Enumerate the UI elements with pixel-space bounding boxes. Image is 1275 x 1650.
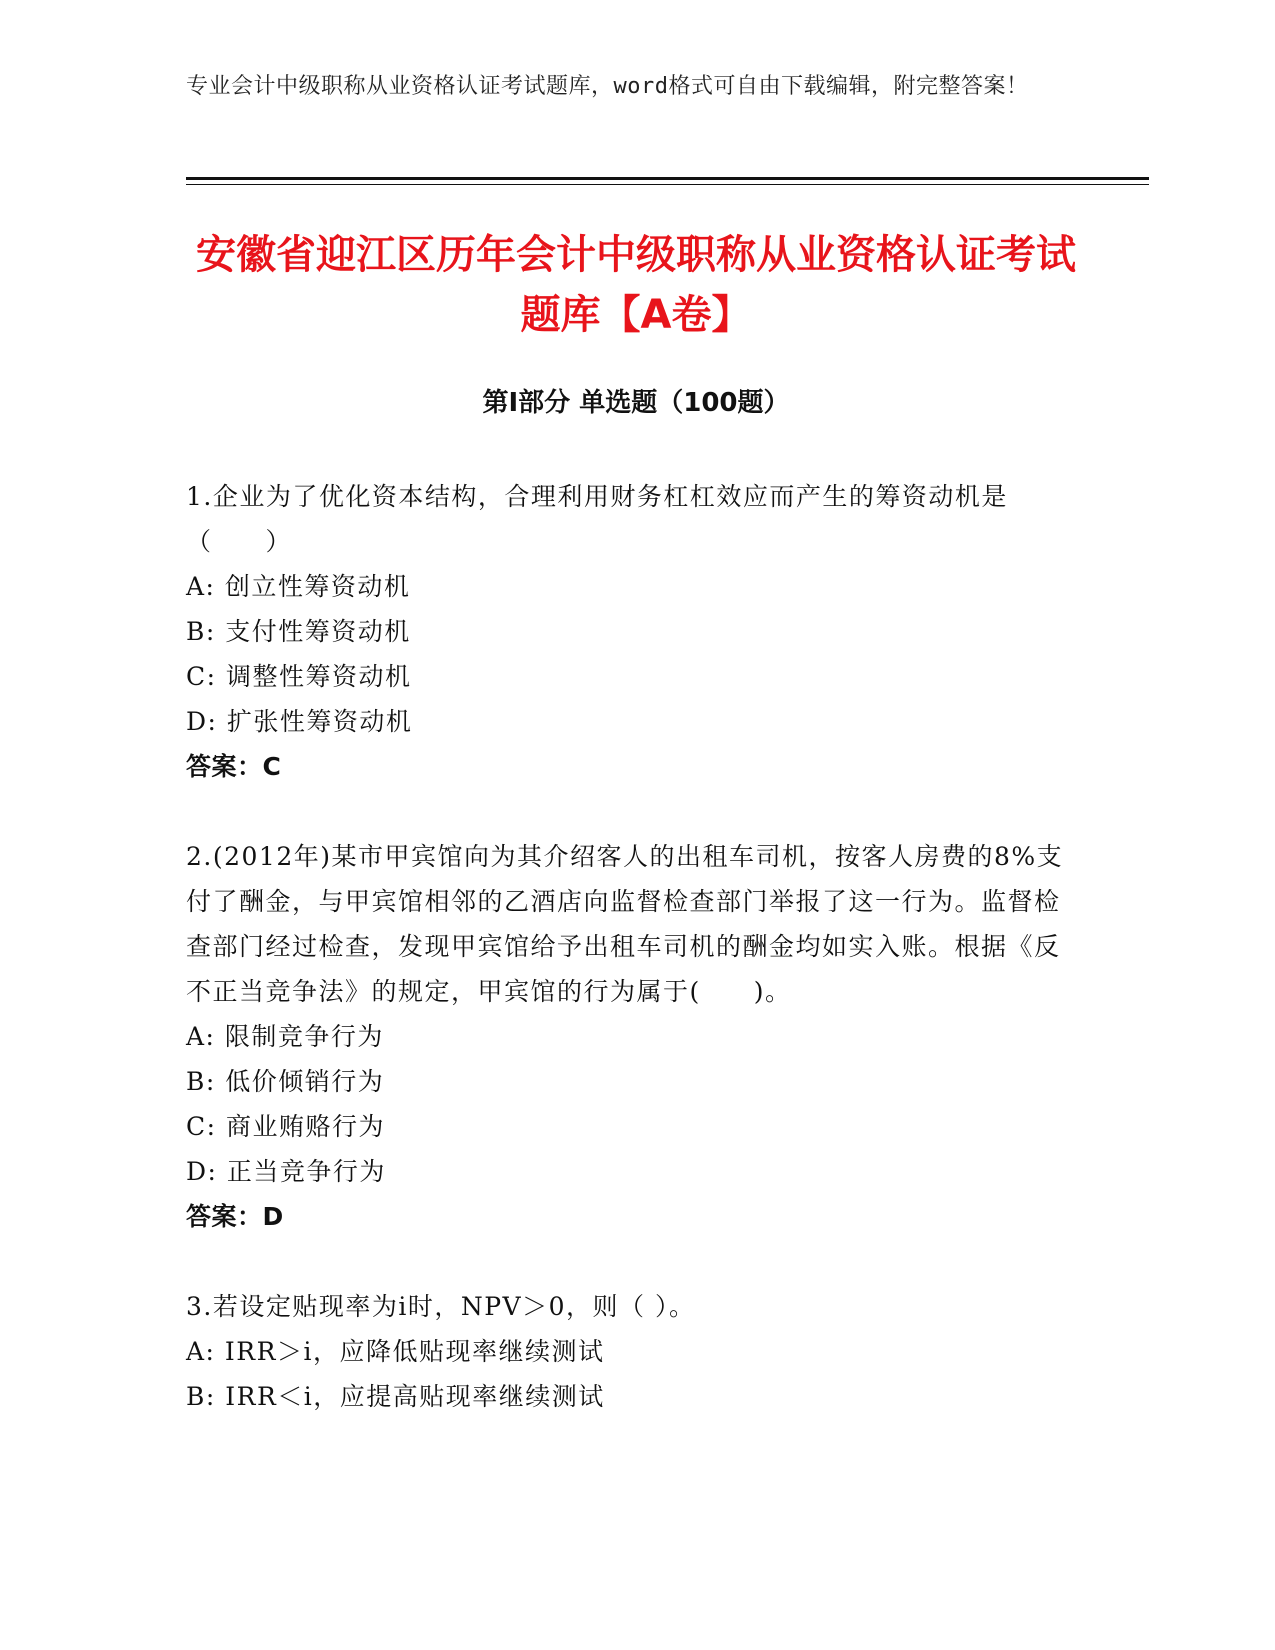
question-stem: 3.若设定贴现率为i时，NPV＞0，则（ ）。 [186,1292,696,1321]
section-title: 第Ⅰ部分 单选题（100题） [482,388,790,418]
header-divider-thick [186,177,1149,180]
option-a: A: IRR＞i，应降低贴现率继续测试 [186,1337,605,1366]
question-stem: 1.企业为了优化资本结构，合理利用财务杠杠效应而产生的筹资动机是（ ） [186,482,1008,556]
answer: 答案：D [186,1202,284,1231]
option-d: D: 扩张性筹资动机 [186,707,413,736]
question-1 [186,474,1066,789]
question-stem: 2.(2012年)某市甲宾馆向为其介绍客人的出租车司机，按客人房费的8%支付了酬金，与甲宾馆相邻的乙酒店向监督检查部门举报了这一行为。监督检查部门经过检查，发现甲宾馆给予出租车司机的酬金均如实入账。根据《反不正当竞争法》的规定，甲宾馆的行为属于( )。 [186,842,1064,1006]
question-3 [186,1284,1066,1419]
option-a: A: 限制竞争行为 [186,1022,384,1051]
document-title: 安徽省迎江区历年会计中级职称从业资格认证考试题库【A卷】 [196,232,1076,338]
option-c: C: 调整性筹资动机 [186,662,412,691]
option-b: B: 支付性筹资动机 [186,617,411,646]
option-d: D: 正当竞争行为 [186,1157,386,1186]
header-divider-thin [186,184,1149,185]
option-c: C: 商业贿赂行为 [186,1112,385,1141]
answer: 答案：C [186,752,282,781]
question-2 [186,834,1066,1239]
option-b: B: 低价倾销行为 [186,1067,385,1096]
question-list [186,474,1066,1419]
header-note: 专业会计中级职称从业资格认证考试题库，word格式可自由下载编辑，附完整答案！ [186,74,1029,99]
option-a: A: 创立性筹资动机 [186,572,411,601]
option-b: B: IRR＜i，应提高贴现率继续测试 [186,1382,605,1411]
